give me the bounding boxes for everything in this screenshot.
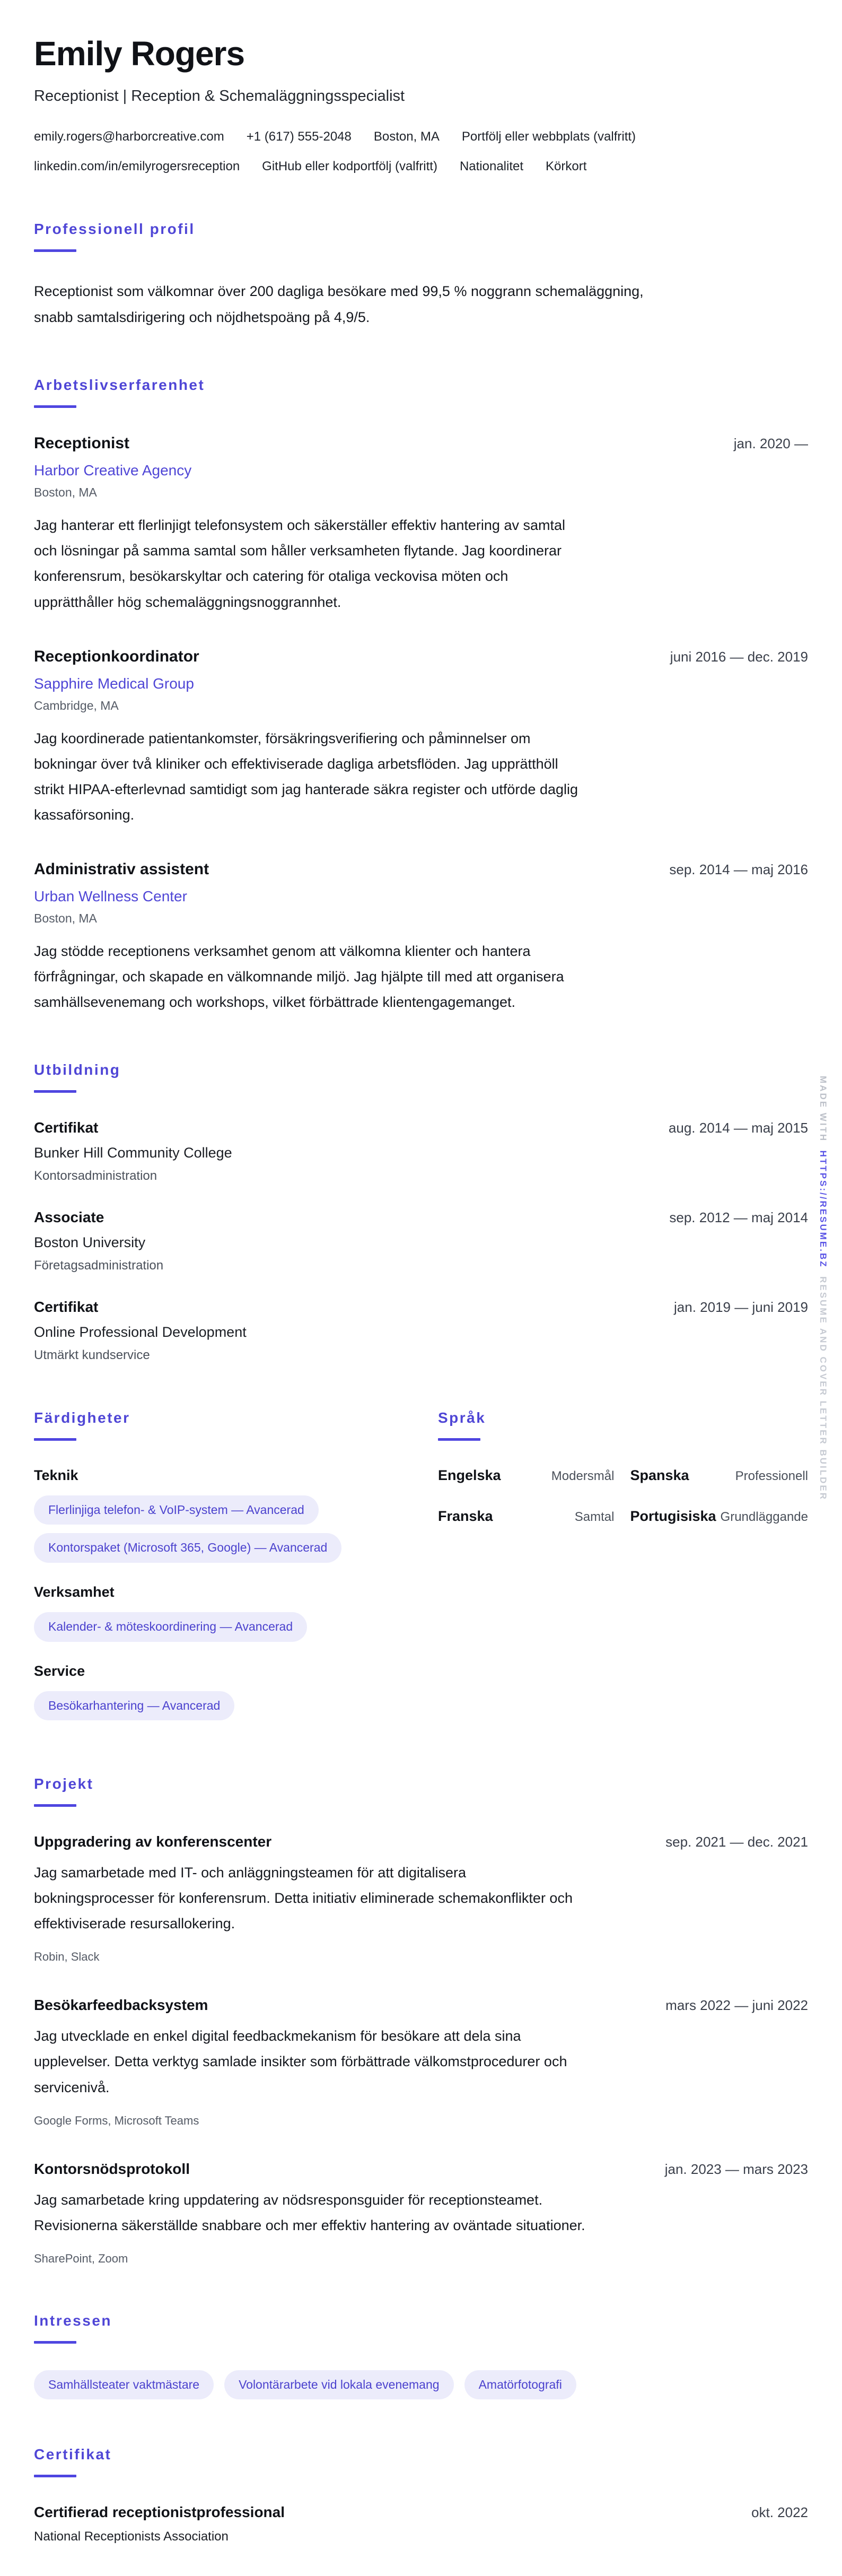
languages-column bbox=[438, 1409, 808, 1525]
interests-pill-row bbox=[34, 2370, 808, 2400]
job-company-link[interactable]: Harbor Creative Agency bbox=[34, 462, 192, 479]
project-date: sep. 2021 — dec. 2021 bbox=[665, 1834, 808, 1850]
degree-title: Certifikat bbox=[34, 1119, 99, 1136]
languages-grid bbox=[438, 1467, 808, 1525]
skill-pill: Besökarhantering — Avancerad bbox=[34, 1691, 234, 1721]
skill-category: Teknik bbox=[34, 1467, 78, 1483]
section-underline bbox=[34, 2341, 76, 2344]
project-description: Jag samarbetade med IT- och anläggningsteamen för att digitalisera bokningsprocesser för konferensrum. Detta initiativ eliminerade schemakonflikter och effektiviserade resursallokering. bbox=[34, 1865, 573, 1932]
section-certificates bbox=[34, 2446, 808, 2544]
degree-title: Associate bbox=[34, 1208, 104, 1225]
interest-pill: Amatörfotografi bbox=[464, 2370, 576, 2400]
language-name: Franska bbox=[438, 1508, 493, 1524]
language-item bbox=[630, 1508, 808, 1525]
section-profile bbox=[34, 221, 808, 330]
skill-pill: Flerlinjiga telefon- & VoIP-system — Avancerad bbox=[34, 1495, 319, 1525]
language-item bbox=[438, 1467, 614, 1484]
education-date: jan. 2019 — juni 2019 bbox=[674, 1299, 808, 1315]
languages-heading: Språk bbox=[438, 1409, 486, 1426]
language-level: Modersmål bbox=[551, 1468, 615, 1483]
job-company-link[interactable]: Urban Wellness Center bbox=[34, 887, 187, 904]
project-title: Kontorsnödsprotokoll bbox=[34, 2160, 190, 2177]
section-underline bbox=[34, 1438, 76, 1441]
certificate-date: okt. 2022 bbox=[751, 2504, 808, 2521]
section-underline bbox=[34, 405, 76, 408]
language-item bbox=[630, 1467, 808, 1484]
language-level: Grundläggande bbox=[720, 1509, 808, 1524]
language-item bbox=[438, 1508, 614, 1525]
section-underline bbox=[34, 1090, 76, 1093]
projects-heading: Projekt bbox=[34, 1776, 94, 1792]
experience-heading: Arbetslivserfarenhet bbox=[34, 377, 205, 394]
contact-phone: +1 (617) 555-2048 bbox=[246, 129, 352, 144]
skills-heading: Färdigheter bbox=[34, 1409, 130, 1426]
interest-pill: Samhällsteater vaktmästare bbox=[34, 2370, 214, 2400]
school-name: Boston University bbox=[34, 1234, 146, 1250]
contact-email: emily.rogers@harborcreative.com bbox=[34, 129, 224, 144]
person-name: Emily Rogers bbox=[34, 34, 245, 73]
field-of-study: Utmärkt kundservice bbox=[34, 1347, 150, 1362]
project-entry bbox=[34, 1833, 808, 1964]
project-description: Jag samarbetade kring uppdatering av nödsresponsguider för receptionsteamet. Revisionerna säkerställde snabbare och mer effektiv hantering av oväntade situationer. bbox=[34, 2191, 585, 2233]
section-underline bbox=[34, 1804, 76, 1807]
job-location: Boston, MA bbox=[34, 911, 97, 925]
certificate-title: Certifierad receptionistprofessional bbox=[34, 2504, 285, 2521]
language-name: Engelska bbox=[438, 1467, 501, 1483]
job-title: Administrativ assistent bbox=[34, 860, 209, 878]
project-tools: Google Forms, Microsoft Teams bbox=[34, 2113, 199, 2127]
section-interests bbox=[34, 2312, 808, 2400]
skill-category: Service bbox=[34, 1663, 85, 1679]
skill-category: Verksamhet bbox=[34, 1584, 115, 1600]
skill-pill: Kontorspaket (Microsoft 365, Google) — Avancerad bbox=[34, 1533, 341, 1563]
profile-text: Receptionist som välkomnar över 200 dagliga besökare med 99,5 % noggrann schemaläggning, snabb samtalsdirigering och nöjdhetspoäng på 4,9/5. bbox=[34, 283, 644, 325]
project-tools: Robin, Slack bbox=[34, 1950, 100, 1964]
profile-heading: Professionell profil bbox=[34, 221, 195, 238]
contact-location: Boston, MA bbox=[373, 129, 440, 144]
job-title: Receptionkoordinator bbox=[34, 647, 199, 665]
resume-header bbox=[34, 36, 808, 174]
certificate-issuer: National Receptionists Association bbox=[34, 2529, 229, 2544]
job-description: Jag hanterar ett flerlinjigt telefonsystem och säkerställer effektiv hantering av samtal och lösningar på samma samtal som håller verksamheten flytande. Jag koordinerar konferensrum, besökarskyltar och catering för otaliga veckovisa möten och upprätthåller hög schemaläggningsnoggrannhet. bbox=[34, 517, 565, 610]
section-projects bbox=[34, 1776, 808, 2265]
project-date: jan. 2023 — mars 2023 bbox=[664, 2161, 808, 2177]
section-experience bbox=[34, 377, 808, 1015]
school-name: Online Professional Development bbox=[34, 1324, 247, 1340]
education-entry bbox=[34, 1209, 808, 1273]
job-description: Jag stödde receptionens verksamhet genom att välkomna klienter och hantera förfrågningar, och skapade en välkomnande miljö. Jag hjälpte till med att organisera samhällsevenemang och workshops, vilket förbättrade klientengagemanget. bbox=[34, 943, 564, 1010]
project-title: Uppgradering av konferenscenter bbox=[34, 1833, 272, 1850]
watermark-suffix: RESUME AND COVER LETTER BUILDER bbox=[818, 1276, 828, 1501]
job-location: Boston, MA bbox=[34, 485, 97, 500]
contact-block bbox=[34, 129, 808, 174]
field-of-study: Kontorsadministration bbox=[34, 1168, 157, 1183]
school-name: Bunker Hill Community College bbox=[34, 1144, 232, 1161]
skill-pill: Kalender- & möteskoordinering — Avancerad bbox=[34, 1612, 307, 1642]
interests-heading: Intressen bbox=[34, 2312, 112, 2329]
project-title: Besökarfeedbacksystem bbox=[34, 1997, 208, 2014]
language-name: Spanska bbox=[630, 1467, 689, 1483]
contact-row-2 bbox=[34, 159, 808, 174]
job-description: Jag koordinerade patientankomster, försäkringsverifiering och påminnelser om bokningar över två kliniker och effektiviserade dagliga arbetsflöden. Jag upprätthöll strikt HIPAA-efterlevnad samtidigt som jag hanterade säkra register och utförde daglig kassaförsoning. bbox=[34, 730, 578, 823]
section-underline bbox=[438, 1438, 480, 1441]
contact-portfolio-placeholder: Portfölj eller webbplats (valfritt) bbox=[461, 129, 636, 144]
section-education bbox=[34, 1061, 808, 1363]
contact-github-placeholder: GitHub eller kodportfölj (valfritt) bbox=[262, 159, 437, 174]
job-company-link[interactable]: Sapphire Medical Group bbox=[34, 675, 194, 692]
education-entry bbox=[34, 1299, 808, 1363]
job-date: jan. 2020 — bbox=[733, 436, 808, 452]
project-date: mars 2022 — juni 2022 bbox=[665, 1997, 808, 2014]
watermark-prefix: MADE WITH bbox=[818, 1076, 828, 1143]
contact-linkedin: linkedin.com/in/emilyrogersreception bbox=[34, 159, 240, 174]
language-level: Samtal bbox=[574, 1509, 615, 1524]
job-title: Receptionist bbox=[34, 434, 130, 452]
section-underline bbox=[34, 2475, 76, 2477]
watermark bbox=[818, 1076, 828, 1501]
project-description: Jag utvecklade en enkel digital feedbackmekanism för besökare att dela sina upplevelser. Detta verktyg samlade insikter som förbättrade välkomstprocedurer och servicenivå. bbox=[34, 2028, 567, 2095]
education-date: aug. 2014 — maj 2015 bbox=[668, 1119, 808, 1136]
certificate-entry bbox=[34, 2504, 808, 2544]
certificates-heading: Certifikat bbox=[34, 2446, 112, 2463]
job-date: sep. 2014 — maj 2016 bbox=[669, 861, 808, 877]
job-location: Cambridge, MA bbox=[34, 698, 119, 712]
field-of-study: Företagsadministration bbox=[34, 1258, 164, 1273]
language-level: Professionell bbox=[735, 1468, 808, 1483]
contact-nationality-placeholder: Nationalitet bbox=[459, 159, 524, 174]
job-date: juni 2016 — dec. 2019 bbox=[670, 648, 808, 665]
interest-pill: Volontärarbete vid lokala evenemang bbox=[224, 2370, 453, 2400]
job-entry bbox=[34, 860, 808, 1015]
contact-license-placeholder: Körkort bbox=[546, 159, 587, 174]
project-entry bbox=[34, 2161, 808, 2266]
job-entry bbox=[34, 648, 808, 828]
education-date: sep. 2012 — maj 2014 bbox=[669, 1209, 808, 1225]
watermark-url-link[interactable]: HTTPS://RESUME.BZ bbox=[818, 1150, 828, 1268]
job-entry bbox=[34, 434, 808, 614]
skills-column bbox=[34, 1409, 403, 1729]
person-subtitle: Receptionist | Reception & Schemaläggningsspecialist bbox=[34, 88, 405, 105]
education-entry bbox=[34, 1119, 808, 1183]
project-entry bbox=[34, 1997, 808, 2127]
education-heading: Utbildning bbox=[34, 1061, 121, 1078]
degree-title: Certifikat bbox=[34, 1298, 99, 1315]
project-tools: SharePoint, Zoom bbox=[34, 2251, 128, 2265]
section-underline bbox=[34, 249, 76, 252]
section-skills-languages bbox=[34, 1409, 808, 1729]
language-name: Portugisiska bbox=[630, 1508, 716, 1524]
contact-row-1 bbox=[34, 129, 808, 144]
